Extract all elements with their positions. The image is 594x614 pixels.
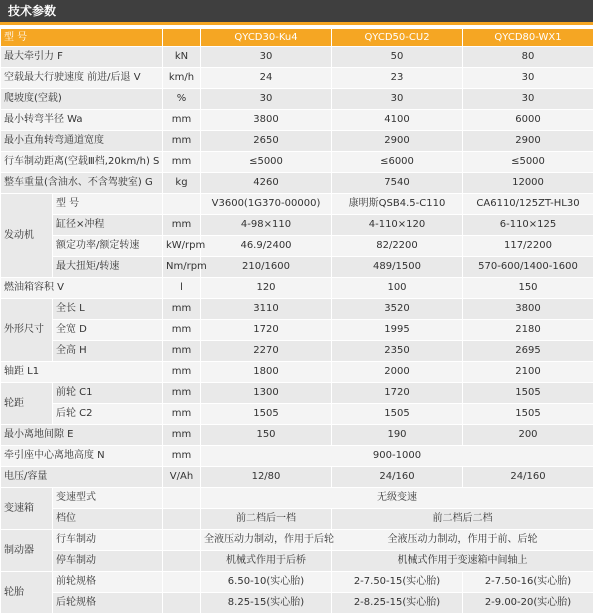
table-row bbox=[1, 446, 594, 467]
table-row bbox=[1, 257, 594, 278]
row-unit: mm bbox=[163, 320, 201, 341]
row-value-1: 全液压动力制动，作用于后轮 bbox=[201, 530, 332, 551]
row-value-2: 康明斯QSB4.5-C110 bbox=[332, 194, 463, 215]
row-value-3: 2-7.50-16(实心胎) bbox=[463, 572, 594, 593]
row-value-1: 1300 bbox=[201, 383, 332, 404]
row-unit: kN bbox=[163, 47, 201, 68]
row-value-2: 30 bbox=[332, 89, 463, 110]
row-unit: % bbox=[163, 89, 201, 110]
row-value-2: 7540 bbox=[332, 173, 463, 194]
row-value-2: 1995 bbox=[332, 320, 463, 341]
row-value-2: 82/2200 bbox=[332, 236, 463, 257]
row-label: 前轮规格 bbox=[53, 572, 163, 593]
row-value-1: 4-98×110 bbox=[201, 215, 332, 236]
table-row bbox=[1, 278, 594, 299]
table-row bbox=[1, 362, 594, 383]
row-label: 后轮规格 bbox=[53, 593, 163, 614]
row-value-1: ≤5000 bbox=[201, 152, 332, 173]
row-value-1: 3800 bbox=[201, 110, 332, 131]
table-row bbox=[1, 530, 594, 551]
header-model: 型 号 bbox=[1, 29, 163, 47]
row-label: 最大扭矩/转速 bbox=[53, 257, 163, 278]
table-row bbox=[1, 152, 594, 173]
row-unit bbox=[163, 488, 201, 509]
row-label: 额定功率/额定转速 bbox=[53, 236, 163, 257]
row-value-2: 2-7.50-15(实心胎) bbox=[332, 572, 463, 593]
table-row bbox=[1, 488, 594, 509]
row-label: 电压/容量 bbox=[1, 467, 163, 488]
row-label: 档位 bbox=[53, 509, 163, 530]
row-value-2: 100 bbox=[332, 278, 463, 299]
row-value-3: 80 bbox=[463, 47, 594, 68]
row-unit: mm bbox=[163, 152, 201, 173]
row-value-1: 4260 bbox=[201, 173, 332, 194]
row-value-merged: 全液压动力制动，作用于前、后轮 bbox=[332, 530, 594, 551]
row-label: 前轮 C1 bbox=[53, 383, 163, 404]
row-value-3: 1505 bbox=[463, 383, 594, 404]
row-label: 全宽 D bbox=[53, 320, 163, 341]
row-label: 最大牵引力 F bbox=[1, 47, 163, 68]
row-value-3: 30 bbox=[463, 68, 594, 89]
row-value-2: 2900 bbox=[332, 131, 463, 152]
table-row bbox=[1, 236, 594, 257]
row-label: 后轮 C2 bbox=[53, 404, 163, 425]
row-value-3: 6000 bbox=[463, 110, 594, 131]
table-row bbox=[1, 320, 594, 341]
row-unit: kW/rpm bbox=[163, 236, 201, 257]
header-unit bbox=[163, 29, 201, 47]
table-row bbox=[1, 194, 594, 215]
row-label: 燃油箱容积 V bbox=[1, 278, 163, 299]
table-row bbox=[1, 467, 594, 488]
row-value-2: 190 bbox=[332, 425, 463, 446]
table-header-row bbox=[1, 29, 594, 47]
row-value-2: 1505 bbox=[332, 404, 463, 425]
table-row bbox=[1, 110, 594, 131]
header-model-2: QYCD50-CU2 bbox=[332, 29, 463, 47]
row-value-2: 1720 bbox=[332, 383, 463, 404]
row-value-3: 12000 bbox=[463, 173, 594, 194]
row-value-1: 30 bbox=[201, 47, 332, 68]
row-value-3: 2900 bbox=[463, 131, 594, 152]
row-value-1: 12/80 bbox=[201, 467, 332, 488]
row-label: 全高 H bbox=[53, 341, 163, 362]
group-label-transmission: 变速箱 bbox=[1, 488, 53, 530]
table-row bbox=[1, 215, 594, 236]
row-value-2: 3520 bbox=[332, 299, 463, 320]
row-label: 行车制动 bbox=[53, 530, 163, 551]
row-unit: km/h bbox=[163, 68, 201, 89]
row-label: 停车制动 bbox=[53, 551, 163, 572]
row-unit: mm bbox=[163, 110, 201, 131]
row-value-2: 4100 bbox=[332, 110, 463, 131]
table-row bbox=[1, 383, 594, 404]
row-value-1: 6.50-10(实心胎) bbox=[201, 572, 332, 593]
row-unit: V/Ah bbox=[163, 467, 201, 488]
row-label: 轴距 L1 bbox=[1, 362, 163, 383]
row-value-1: 1720 bbox=[201, 320, 332, 341]
row-value-1: 24 bbox=[201, 68, 332, 89]
table-row bbox=[1, 551, 594, 572]
group-label-tire: 轮胎 bbox=[1, 572, 53, 614]
row-label: 爬坡度(空载) bbox=[1, 89, 163, 110]
row-unit: mm bbox=[163, 215, 201, 236]
row-value-2: 2350 bbox=[332, 341, 463, 362]
row-value-3: 3800 bbox=[463, 299, 594, 320]
row-value-3: 2695 bbox=[463, 341, 594, 362]
row-value-1: 机械式作用于后桥 bbox=[201, 551, 332, 572]
row-value-merged: 机械式作用于变速箱中间轴上 bbox=[332, 551, 594, 572]
row-value-2: 23 bbox=[332, 68, 463, 89]
row-value-2: 2-8.25-15(实心胎) bbox=[332, 593, 463, 614]
row-value-1: 1800 bbox=[201, 362, 332, 383]
row-value-1: 150 bbox=[201, 425, 332, 446]
row-unit: mm bbox=[163, 383, 201, 404]
table-row bbox=[1, 509, 594, 530]
row-value-1: 210/1600 bbox=[201, 257, 332, 278]
row-label: 缸径×冲程 bbox=[53, 215, 163, 236]
row-unit: mm bbox=[163, 404, 201, 425]
row-value-3: 150 bbox=[463, 278, 594, 299]
table-row bbox=[1, 173, 594, 194]
row-unit: mm bbox=[163, 446, 201, 467]
row-value-2: 489/1500 bbox=[332, 257, 463, 278]
row-value-3: 30 bbox=[463, 89, 594, 110]
row-value-2: ≤6000 bbox=[332, 152, 463, 173]
row-value-3: 6-110×125 bbox=[463, 215, 594, 236]
group-label-brake: 制动器 bbox=[1, 530, 53, 572]
row-value-3: 2180 bbox=[463, 320, 594, 341]
row-value-3: 1505 bbox=[463, 404, 594, 425]
row-value-2: 4-110×120 bbox=[332, 215, 463, 236]
group-label-engine: 发动机 bbox=[1, 194, 53, 278]
row-value-3: 117/2200 bbox=[463, 236, 594, 257]
row-unit bbox=[163, 530, 201, 551]
row-unit: l bbox=[163, 278, 201, 299]
row-label: 牵引座中心离地高度 N bbox=[1, 446, 163, 467]
row-value-3: 24/160 bbox=[463, 467, 594, 488]
header-model-1: QYCD30-Ku4 bbox=[201, 29, 332, 47]
row-value-1: 120 bbox=[201, 278, 332, 299]
row-label: 最小转弯半径 Wa bbox=[1, 110, 163, 131]
title-bar bbox=[0, 0, 593, 22]
row-unit: kg bbox=[163, 173, 201, 194]
row-unit: mm bbox=[163, 362, 201, 383]
table-row bbox=[1, 572, 594, 593]
row-value-1: 2270 bbox=[201, 341, 332, 362]
row-unit bbox=[163, 572, 201, 593]
row-value-3: 570-600/1400-1600 bbox=[463, 257, 594, 278]
row-value-merged: 900-1000 bbox=[201, 446, 594, 467]
row-unit: Nm/rpm bbox=[163, 257, 201, 278]
row-label: 全长 L bbox=[53, 299, 163, 320]
row-value-3: CA6110/125ZT-HL30 bbox=[463, 194, 594, 215]
page-title: 技术参数 bbox=[8, 4, 57, 18]
row-unit: mm bbox=[163, 299, 201, 320]
accent-divider bbox=[0, 22, 593, 25]
header-model-3: QYCD80-WX1 bbox=[463, 29, 594, 47]
row-unit bbox=[163, 593, 201, 614]
table-row bbox=[1, 341, 594, 362]
row-unit: mm bbox=[163, 341, 201, 362]
row-label: 最小离地间隙 E bbox=[1, 425, 163, 446]
row-unit bbox=[163, 509, 201, 530]
row-value-3: ≤5000 bbox=[463, 152, 594, 173]
table-row bbox=[1, 593, 594, 614]
table-row bbox=[1, 425, 594, 446]
table-row bbox=[1, 131, 594, 152]
row-label: 整车重量(含油水、不含驾驶室) G bbox=[1, 173, 163, 194]
row-unit bbox=[163, 551, 201, 572]
row-value-1: 30 bbox=[201, 89, 332, 110]
row-value-1: 1505 bbox=[201, 404, 332, 425]
row-value-merged: 前二档后二档 bbox=[332, 509, 594, 530]
group-label-track: 轮距 bbox=[1, 383, 53, 425]
table-row bbox=[1, 299, 594, 320]
row-value-2: 24/160 bbox=[332, 467, 463, 488]
group-label-dimensions: 外形尺寸 bbox=[1, 299, 53, 362]
row-label: 空载最大行驶速度 前进/后退 V bbox=[1, 68, 163, 89]
table-row bbox=[1, 89, 594, 110]
table-row bbox=[1, 404, 594, 425]
row-value-3: 2100 bbox=[463, 362, 594, 383]
row-unit bbox=[163, 194, 201, 215]
row-label: 行车制动距离(空载Ⅲ档,20km/h) S bbox=[1, 152, 163, 173]
row-value-3: 200 bbox=[463, 425, 594, 446]
row-value-merged: 无级变速 bbox=[201, 488, 594, 509]
row-label: 型 号 bbox=[53, 194, 163, 215]
table-row bbox=[1, 68, 594, 89]
row-value-1: 前二档后一档 bbox=[201, 509, 332, 530]
row-label: 最小直角转弯通道宽度 bbox=[1, 131, 163, 152]
spec-table bbox=[0, 28, 594, 614]
row-value-2: 50 bbox=[332, 47, 463, 68]
row-value-2: 2000 bbox=[332, 362, 463, 383]
row-value-1: 8.25-15(实心胎) bbox=[201, 593, 332, 614]
row-value-1: 3110 bbox=[201, 299, 332, 320]
row-label: 变速型式 bbox=[53, 488, 163, 509]
row-value-1: 46.9/2400 bbox=[201, 236, 332, 257]
table-row bbox=[1, 47, 594, 68]
row-value-1: 2650 bbox=[201, 131, 332, 152]
row-unit: mm bbox=[163, 425, 201, 446]
row-value-1: V3600(1G370-00000) bbox=[201, 194, 332, 215]
row-unit: mm bbox=[163, 131, 201, 152]
row-value-3: 2-9.00-20(实心胎) bbox=[463, 593, 594, 614]
